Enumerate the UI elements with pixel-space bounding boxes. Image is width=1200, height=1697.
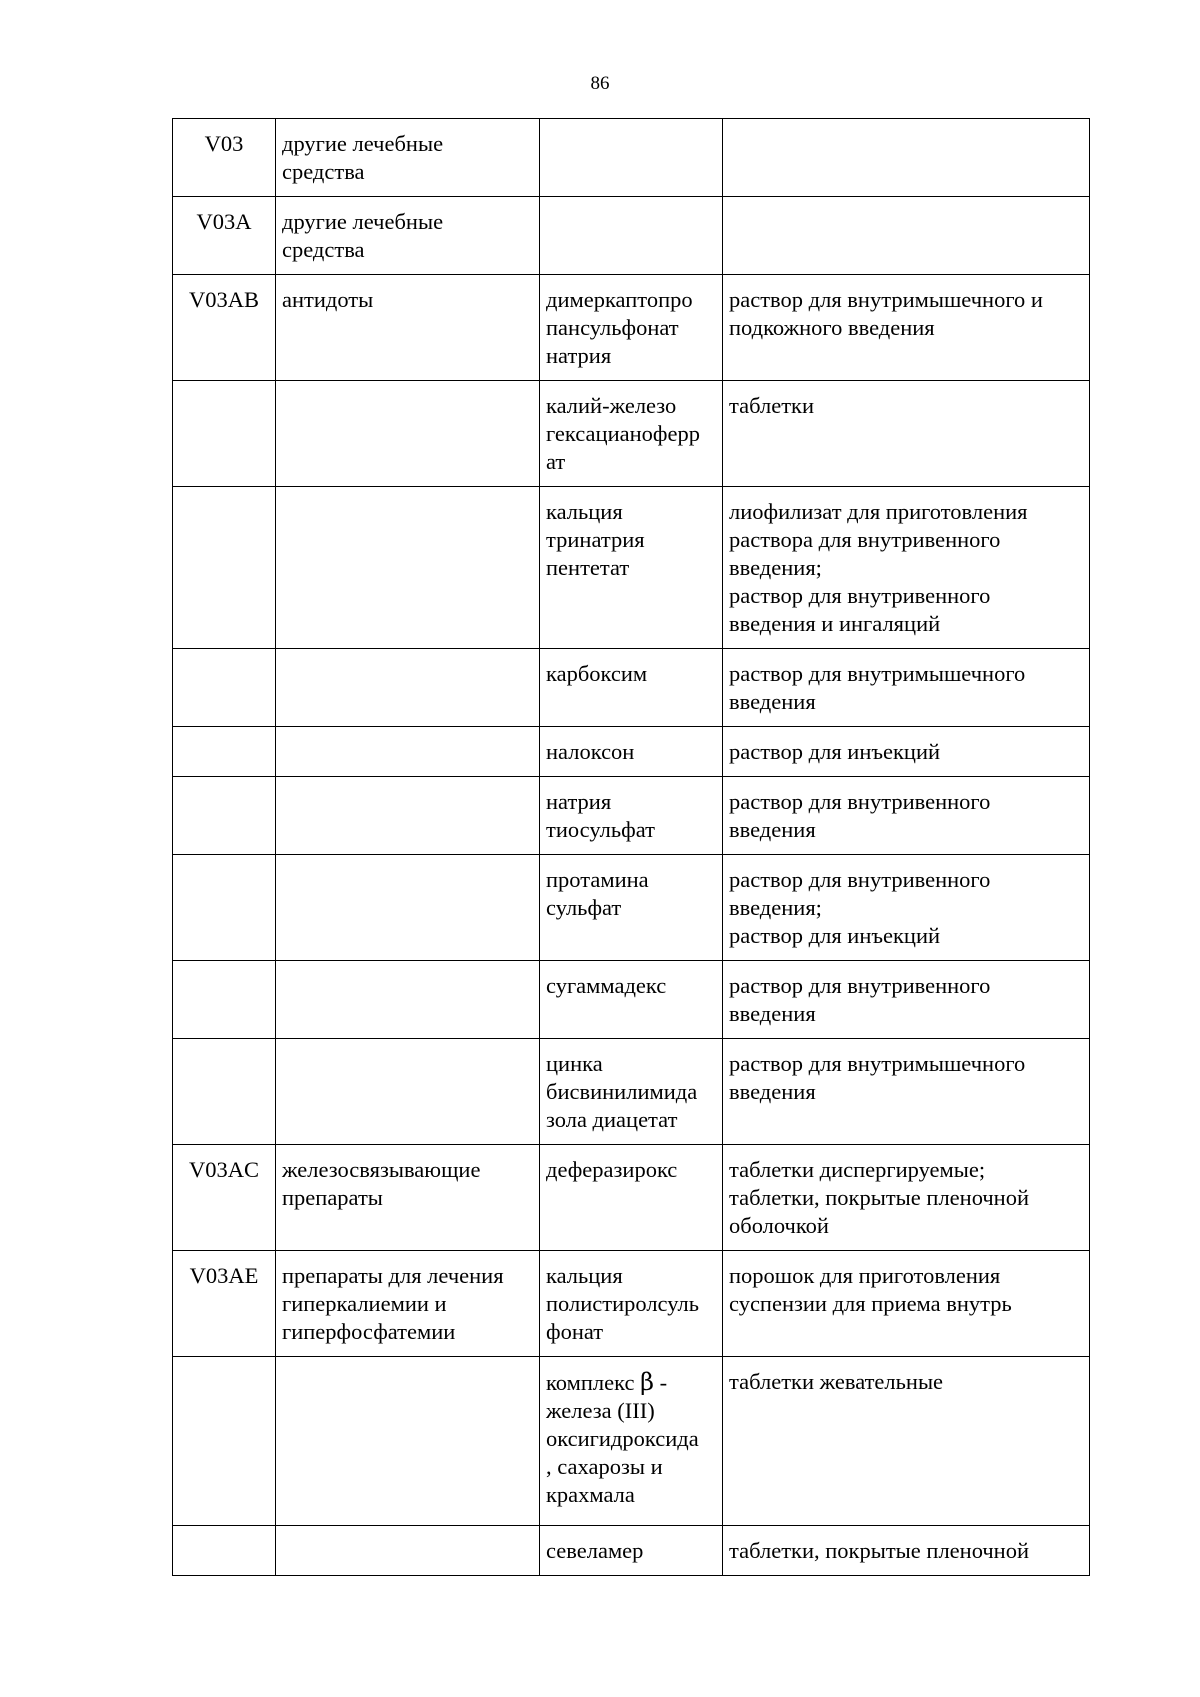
dosage-form-cell: раствор для внутривенного введения; раствор для инъекций bbox=[723, 855, 1090, 961]
atc-drug-table bbox=[172, 118, 1090, 1576]
table-row bbox=[173, 275, 1090, 381]
atc-code-cell: V03 bbox=[173, 119, 276, 197]
dosage-form-cell bbox=[723, 197, 1090, 275]
table-row bbox=[173, 961, 1090, 1039]
drug-name-cell: цинка бисвинилимида зола диацетат bbox=[540, 1039, 723, 1145]
dosage-form-cell: таблетки, покрытые пленочной bbox=[723, 1526, 1090, 1576]
table-row bbox=[173, 855, 1090, 961]
table-row bbox=[173, 119, 1090, 197]
dosage-form-cell: раствор для внутримышечного введения bbox=[723, 649, 1090, 727]
drug-name-cell: севеламер bbox=[540, 1526, 723, 1576]
atc-code-cell: V03A bbox=[173, 197, 276, 275]
table-row bbox=[173, 1145, 1090, 1251]
beta-symbol: β bbox=[640, 1368, 654, 1396]
drug-name-cell bbox=[540, 119, 723, 197]
drug-name-cell: протамина сульфат bbox=[540, 855, 723, 961]
atc-code-cell bbox=[173, 961, 276, 1039]
atc-code-cell bbox=[173, 487, 276, 649]
table-row bbox=[173, 1039, 1090, 1145]
table-row bbox=[173, 1251, 1090, 1357]
page-number: 86 bbox=[590, 73, 610, 94]
group-name-cell: антидоты bbox=[276, 275, 540, 381]
dosage-form-cell: раствор для инъекций bbox=[723, 727, 1090, 777]
table-row bbox=[173, 381, 1090, 487]
table-row bbox=[173, 1357, 1090, 1526]
group-name-cell bbox=[276, 727, 540, 777]
atc-code-cell bbox=[173, 1357, 276, 1526]
atc-code-cell: V03AB bbox=[173, 275, 276, 381]
dosage-form-cell: порошок для приготовления суспензии для приема внутрь bbox=[723, 1251, 1090, 1357]
drug-name-cell: димеркаптопро пансульфонат натрия bbox=[540, 275, 723, 381]
group-name-cell bbox=[276, 649, 540, 727]
dosage-form-cell: таблетки bbox=[723, 381, 1090, 487]
drug-name-cell: сугаммадекс bbox=[540, 961, 723, 1039]
drug-name-cell: налоксон bbox=[540, 727, 723, 777]
drug-name-cell: кальция полистиролсуль фонат bbox=[540, 1251, 723, 1357]
group-name-cell: другие лечебные средства bbox=[276, 197, 540, 275]
dosage-form-cell: раствор для внутримышечного и подкожного введения bbox=[723, 275, 1090, 381]
dosage-form-cell: раствор для внутривенного введения bbox=[723, 961, 1090, 1039]
dosage-form-cell bbox=[723, 119, 1090, 197]
group-name-cell bbox=[276, 777, 540, 855]
atc-code-cell: V03AC bbox=[173, 1145, 276, 1251]
drug-name-cell: калий-железо гексацианоферр ат bbox=[540, 381, 723, 487]
atc-code-cell bbox=[173, 381, 276, 487]
atc-code-cell: V03AE bbox=[173, 1251, 276, 1357]
group-name-cell bbox=[276, 487, 540, 649]
dosage-form-cell: раствор для внутримышечного введения bbox=[723, 1039, 1090, 1145]
atc-code-cell bbox=[173, 727, 276, 777]
table-row bbox=[173, 487, 1090, 649]
dosage-form-cell: раствор для внутривенного введения bbox=[723, 777, 1090, 855]
drug-name-cell: карбоксим bbox=[540, 649, 723, 727]
atc-code-cell bbox=[173, 855, 276, 961]
group-name-cell bbox=[276, 961, 540, 1039]
drug-name-prefix: комплекс bbox=[546, 1370, 641, 1395]
group-name-cell bbox=[276, 381, 540, 487]
drug-name-cell bbox=[540, 1357, 723, 1526]
atc-code-cell bbox=[173, 649, 276, 727]
table-row bbox=[173, 197, 1090, 275]
dosage-form-cell: лиофилизат для приготовления раствора для внутривенного введения; раствор для внутривенного введения и ингаляций bbox=[723, 487, 1090, 649]
drug-name-cell: кальция тринатрия пентетат bbox=[540, 487, 723, 649]
table-row bbox=[173, 727, 1090, 777]
atc-code-cell bbox=[173, 1039, 276, 1145]
drug-name-cell: натрия тиосульфат bbox=[540, 777, 723, 855]
drug-name-suffix: - железа (III) оксигидроксида , сахарозы и крахмала bbox=[546, 1370, 699, 1507]
table-row bbox=[173, 777, 1090, 855]
group-name-cell: железосвязывающие препараты bbox=[276, 1145, 540, 1251]
dosage-form-cell: таблетки диспергируемые; таблетки, покрытые пленочной оболочкой bbox=[723, 1145, 1090, 1251]
atc-code-cell bbox=[173, 777, 276, 855]
drug-name-cell bbox=[540, 197, 723, 275]
drug-name-cell: деферазирокс bbox=[540, 1145, 723, 1251]
table-row bbox=[173, 649, 1090, 727]
dosage-form-cell: таблетки жевательные bbox=[723, 1357, 1090, 1526]
group-name-cell: препараты для лечения гиперкалиемии и гиперфосфатемии bbox=[276, 1251, 540, 1357]
group-name-cell bbox=[276, 1039, 540, 1145]
group-name-cell: другие лечебные средства bbox=[276, 119, 540, 197]
atc-code-cell bbox=[173, 1526, 276, 1576]
group-name-cell bbox=[276, 1526, 540, 1576]
group-name-cell bbox=[276, 1357, 540, 1526]
group-name-cell bbox=[276, 855, 540, 961]
table-row bbox=[173, 1526, 1090, 1576]
